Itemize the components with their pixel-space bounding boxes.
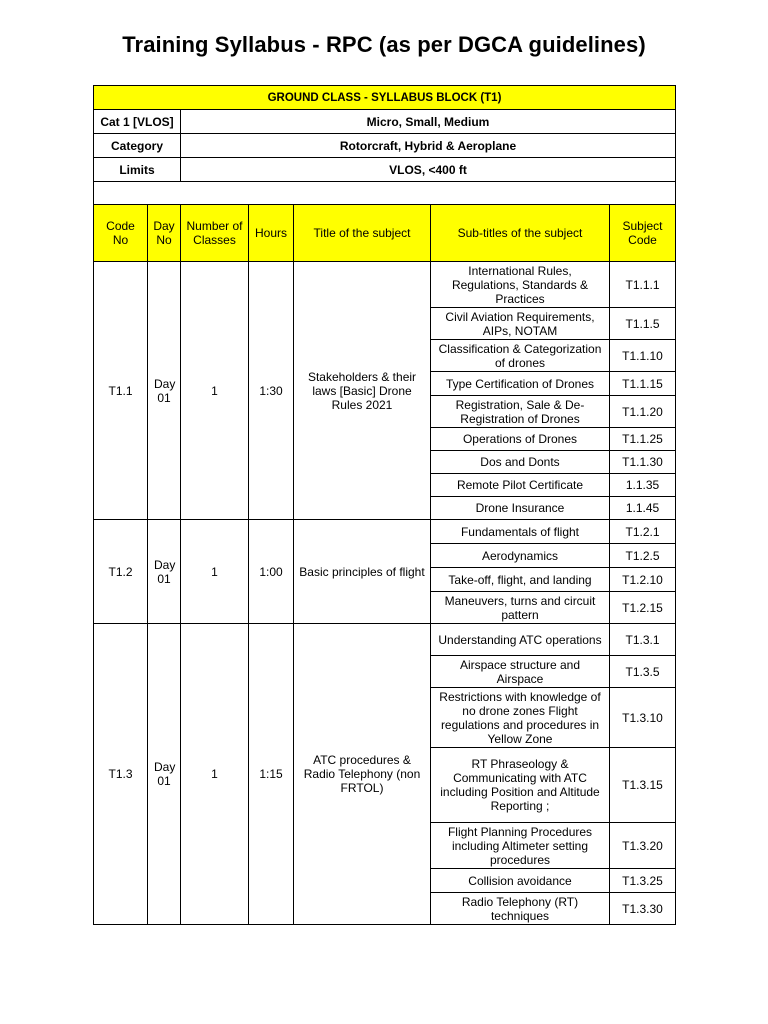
day-no-cell: Day 01 [148, 624, 181, 925]
subtitle-cell: Airspace structure and Airspace [431, 656, 610, 688]
subject-code-cell: T1.1.20 [610, 396, 676, 428]
code-no-cell: T1.1 [94, 262, 148, 520]
day-no-cell: Day 01 [148, 262, 181, 520]
info-row [94, 134, 676, 158]
subject-code-cell: T1.3.5 [610, 656, 676, 688]
number-of-classes-cell: 1 [181, 624, 249, 925]
column-header-row [94, 205, 676, 262]
subtitle-cell: Radio Telephony (RT) techniques [431, 893, 610, 925]
subtitle-cell: Type Certification of Drones [431, 372, 610, 396]
subject-code-cell: T1.3.30 [610, 893, 676, 925]
subtitle-cell: Maneuvers, turns and circuit pattern [431, 592, 610, 624]
subtitle-cell: Collision avoidance [431, 869, 610, 893]
hours-cell: 1:00 [249, 520, 294, 624]
subtitle-cell: Flight Planning Procedures including Altimeter setting procedures [431, 823, 610, 869]
subject-code-cell: T1.1.10 [610, 340, 676, 372]
subject-code-cell: T1.2.15 [610, 592, 676, 624]
day-no-cell: Day 01 [148, 520, 181, 624]
subtitle-cell: Restrictions with knowledge of no drone zones Flight regulations and procedures in Yellow Zone [431, 688, 610, 748]
subject-code-cell: T1.1.25 [610, 428, 676, 451]
subtitle-cell: RT Phraseology & Communicating with ATC including Position and Altitude Reporting ; [431, 748, 610, 823]
subtitle-cell: International Rules, Regulations, Standards & Practices [431, 262, 610, 308]
info-label: Limits [94, 158, 181, 182]
subject-title-cell: ATC procedures & Radio Telephony (non FRTOL) [294, 624, 431, 925]
info-value: Micro, Small, Medium [181, 110, 676, 134]
subtitle-cell: Classification & Categorization of drones [431, 340, 610, 372]
table-row [94, 520, 676, 544]
table-row [94, 624, 676, 656]
subject-title-cell: Basic principles of flight [294, 520, 431, 624]
subtitle-cell: Take-off, flight, and landing [431, 568, 610, 592]
subject-code-cell: T1.1.30 [610, 451, 676, 474]
subject-code-cell: T1.3.10 [610, 688, 676, 748]
table-row [94, 262, 676, 308]
subtitle-cell: Dos and Donts [431, 451, 610, 474]
info-value: Rotorcraft, Hybrid & Aeroplane [181, 134, 676, 158]
header-subject-code: Subject Code [610, 205, 676, 262]
header-code-no: Code No [94, 205, 148, 262]
block-heading: GROUND CLASS - SYLLABUS BLOCK (T1) [94, 86, 676, 110]
info-row [94, 110, 676, 134]
hours-cell: 1:30 [249, 262, 294, 520]
subtitle-cell: Civil Aviation Requirements, AIPs, NOTAM [431, 308, 610, 340]
subject-code-cell: T1.2.5 [610, 544, 676, 568]
info-value: VLOS, <400 ft [181, 158, 676, 182]
subtitle-cell: Drone Insurance [431, 497, 610, 520]
syllabus-table [93, 85, 676, 925]
subject-code-cell: T1.2.1 [610, 520, 676, 544]
subtitle-cell: Operations of Drones [431, 428, 610, 451]
info-row [94, 158, 676, 182]
code-no-cell: T1.2 [94, 520, 148, 624]
code-no-cell: T1.3 [94, 624, 148, 925]
page-title: Training Syllabus - RPC (as per DGCA guidelines) [122, 32, 646, 57]
subtitle-cell: Aerodynamics [431, 544, 610, 568]
number-of-classes-cell: 1 [181, 520, 249, 624]
header-title: Title of the subject [294, 205, 431, 262]
info-label: Category [94, 134, 181, 158]
subject-code-cell: T1.1.5 [610, 308, 676, 340]
subject-code-cell: T1.1.15 [610, 372, 676, 396]
subject-code-cell: T1.3.25 [610, 869, 676, 893]
number-of-classes-cell: 1 [181, 262, 249, 520]
subtitle-cell: Understanding ATC operations [431, 624, 610, 656]
header-hours: Hours [249, 205, 294, 262]
hours-cell: 1:15 [249, 624, 294, 925]
spacer-row [94, 182, 676, 205]
header-number-of-classes: Number of Classes [181, 205, 249, 262]
subject-code-cell: T1.1.1 [610, 262, 676, 308]
info-label: Cat 1 [VLOS] [94, 110, 181, 134]
header-subtitles: Sub-titles of the subject [431, 205, 610, 262]
subtitle-cell: Registration, Sale & De-Registration of Drones [431, 396, 610, 428]
subject-code-cell: T1.2.10 [610, 568, 676, 592]
subject-code-cell: 1.1.35 [610, 474, 676, 497]
subtitle-cell: Fundamentals of flight [431, 520, 610, 544]
empty-cell [94, 182, 676, 205]
subject-code-cell: T1.3.1 [610, 624, 676, 656]
subject-title-cell: Stakeholders & their laws [Basic] Drone Rules 2021 [294, 262, 431, 520]
subtitle-cell: Remote Pilot Certificate [431, 474, 610, 497]
subject-code-cell: T1.3.20 [610, 823, 676, 869]
header-day-no: Day No [148, 205, 181, 262]
subject-code-cell: T1.3.15 [610, 748, 676, 823]
subject-code-cell: 1.1.45 [610, 497, 676, 520]
